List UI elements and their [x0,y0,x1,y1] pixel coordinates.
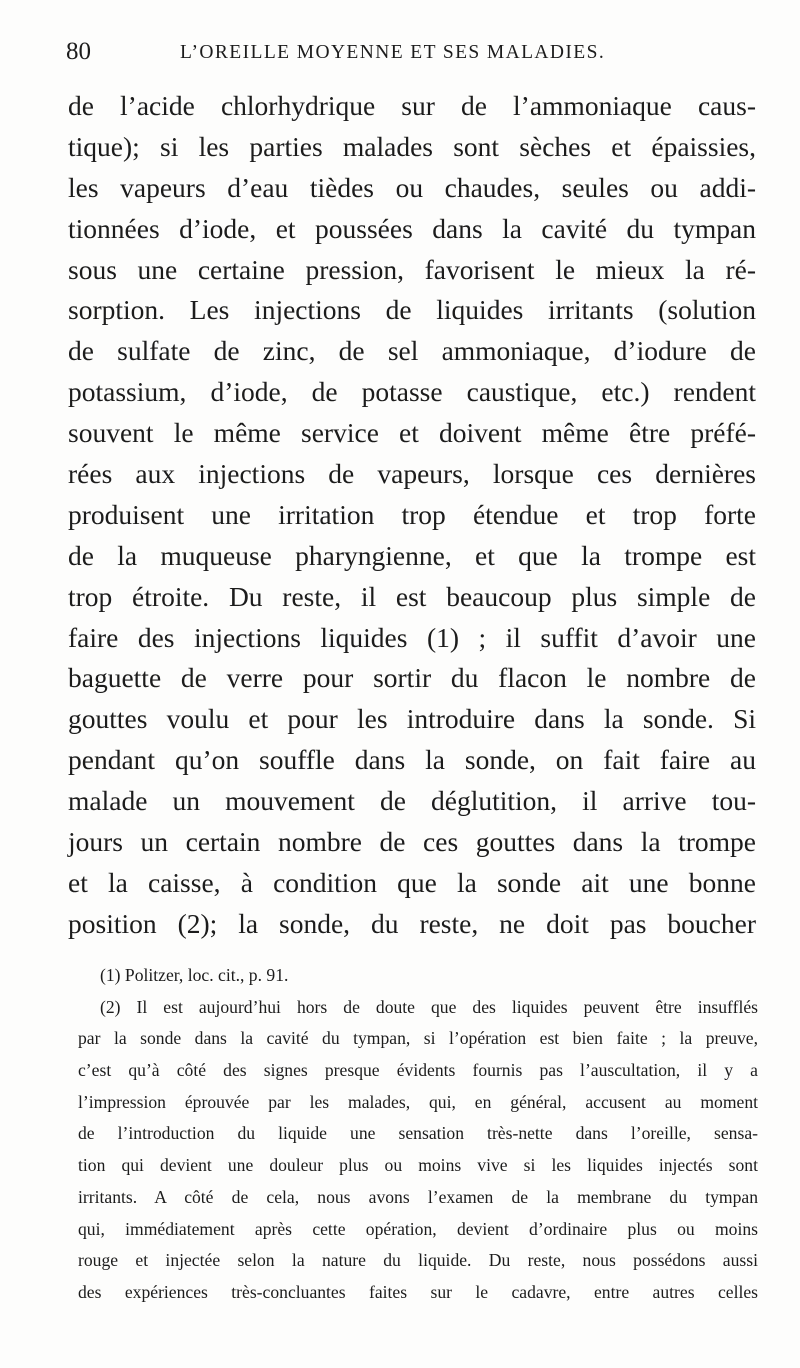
footnote-2-line: de l’introduction du liquide une sensation très-nette dans l’oreille, sensa- [78,1123,758,1144]
body-line: tionnées d’iode, et poussées dans la cavité du tympan [68,212,756,244]
footnote-2-line: l’impression éprouvée par les malades, qui, en général, accusent au moment [78,1091,758,1112]
body-line: position (2); la sonde, du reste, ne doit pas boucher [68,907,756,939]
footnote-2-line: qui, immédiatement après cette opération, devient d’ordinaire plus ou moins [78,1218,758,1239]
body-line: malade un mouvement de déglutition, il arrive tou- [68,785,756,817]
body-text [68,86,756,945]
footnote-2-line: (2) Il est aujourd’hui hors de doute que des liquides peuvent être insufflés [100,996,758,1017]
footnote-2-line: des expériences très-concluantes faites sur le cadavre, entre autres celles [78,1281,758,1302]
footnotes [78,960,758,1309]
body-line: sous une certaine pression, favorisent le mieux la ré- [68,253,756,285]
body-line: baguette de verre pour sortir du flacon le nombre de [68,662,756,694]
body-line: tique); si les parties malades sont sèches et épaissies, [68,130,756,162]
page-number: 80 [66,38,91,65]
body-line: et la caisse, à condition que la sonde ait une bonne [68,866,756,898]
body-line: les vapeurs d’eau tièdes ou chaudes, seules ou addi- [68,171,756,203]
body-line: jours un certain nombre de ces gouttes dans la trompe [68,826,756,858]
body-line: gouttes voulu et pour les introduire dans la sonde. Si [68,703,756,735]
footnote-2-line: rouge et injectée selon la nature du liquide. Du reste, nous possédons aussi [78,1250,758,1271]
body-line: potassium, d’iode, de potasse caustique, etc.) rendent [68,376,756,408]
footnote-2-line: c’est qu’à côté des signes presque évidents fournis pas l’auscultation, il y a [78,1060,758,1081]
body-line: de l’acide chlorhydrique sur de l’ammoniaque caus- [68,90,756,121]
body-line: de sulfate de zinc, de sel ammoniaque, d’iodure de [68,335,756,367]
body-line: produisent une irritation trop étendue et trop forte [68,498,756,530]
body-line: souvent le même service et doivent même être préfé- [68,417,756,449]
footnote-2-line: par la sonde dans la cavité du tympan, si l’opération est bien faite ; la preuve, [78,1028,758,1049]
footnote-2-line: irritants. A côté de cela, nous avons l’examen de la membrane du tympan [78,1186,758,1207]
body-line: pendant qu’on souffle dans la sonde, on fait faire au [68,744,756,776]
body-line: faire des injections liquides (1) ; il suffit d’avoir une [68,621,756,653]
body-line: rées aux injections de vapeurs, lorsque ces dernières [68,458,756,490]
footnote-2-line: tion qui devient une douleur plus ou moins vive si les liquides injectés sont [78,1155,758,1176]
body-line: de la muqueuse pharyngienne, et que la trompe est [68,539,756,571]
running-head [66,38,756,74]
body-line: sorption. Les injections de liquides irritants (solution [68,294,756,326]
body-line: trop étroite. Du reste, il est beaucoup plus simple de [68,580,756,612]
footnote-1: (1) Politzer, loc. cit., p. 91. [100,965,289,985]
running-title: L’OREILLE MOYENNE ET SES MALADIES. [180,42,606,63]
